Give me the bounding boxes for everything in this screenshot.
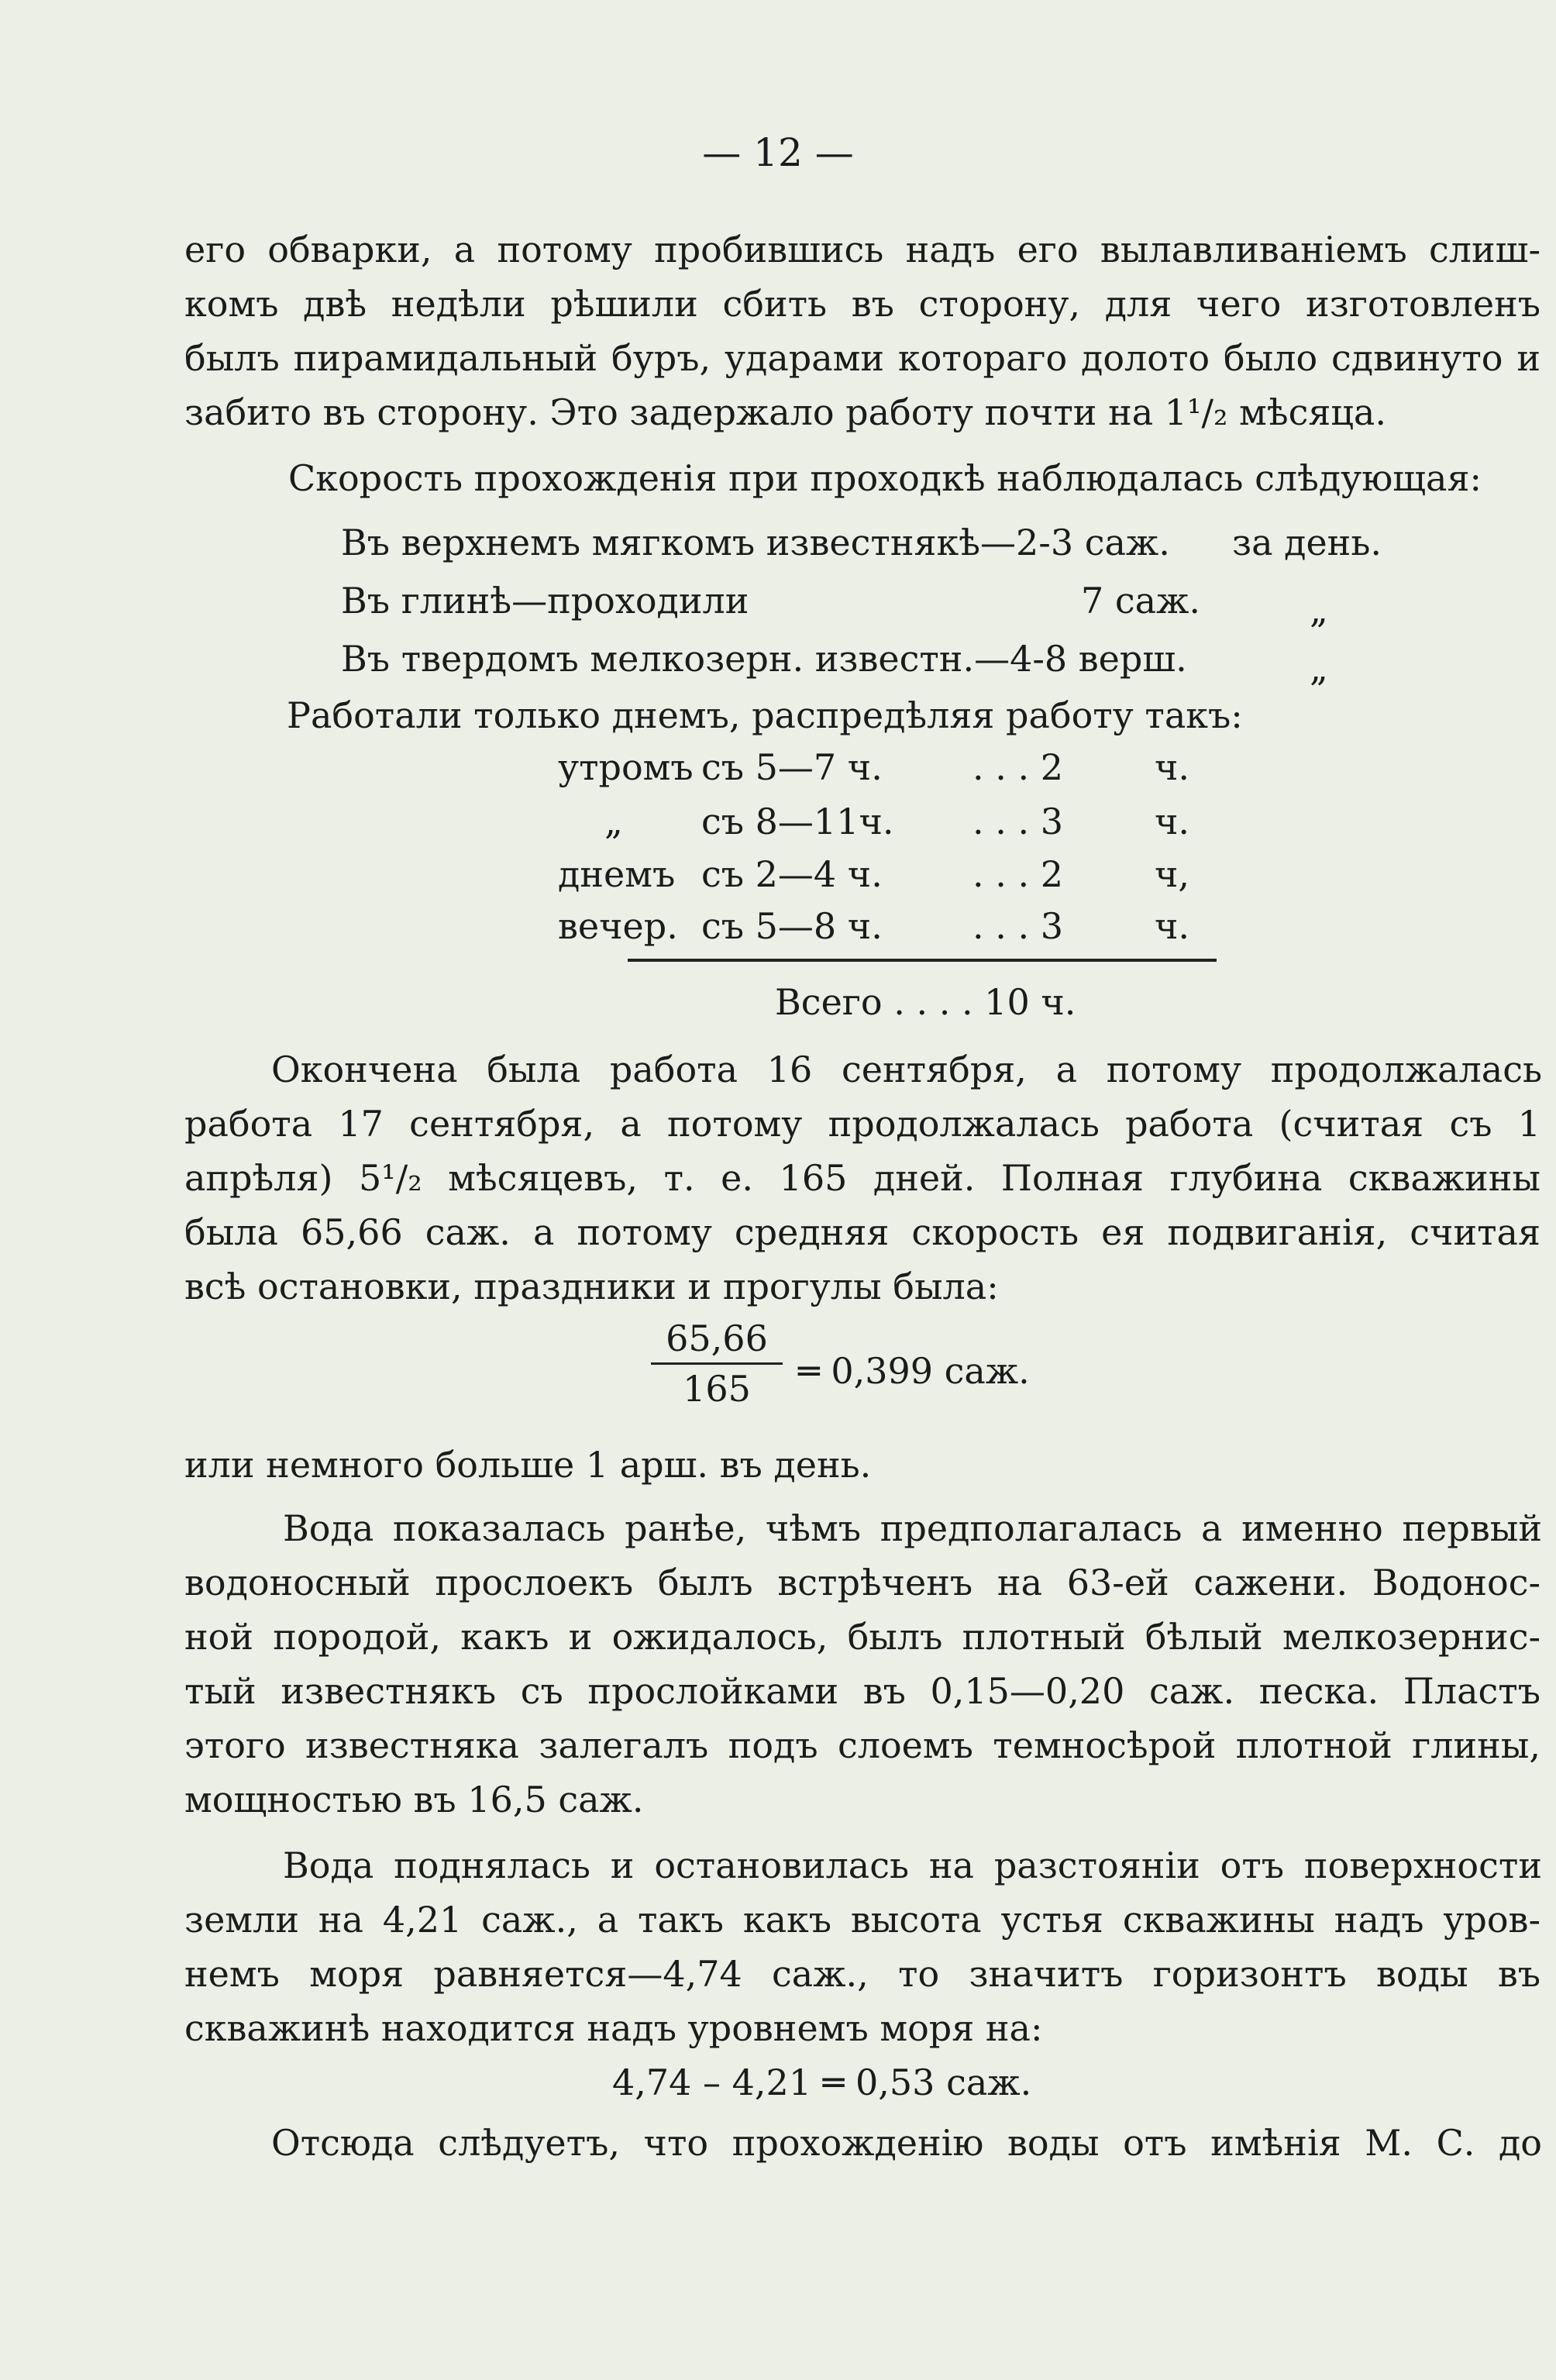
schedule-intro: Работали только днемъ, распредѣляя работу такъ:	[287, 694, 1243, 736]
paragraph-3-line: мощностью въ 16,5 саж.	[184, 1779, 644, 1820]
after-formula-line: или немного больше 1 арш. въ день.	[184, 1444, 872, 1486]
speed-row-layer: Въ твердомъ мелкозерн. известн.—4-8 верш.	[341, 638, 1187, 680]
schedule-when: утромъ	[558, 746, 694, 788]
speed-row-unit: за день.	[1232, 522, 1382, 563]
fraction-numerator: 65,66	[651, 1317, 783, 1365]
paragraph-2-line: апрѣля) 5¹/₂ мѣсяцевъ, т. е. 165 дней. Полная глубина скважины	[184, 1157, 1541, 1199]
schedule-time: съ 8—11ч.	[701, 801, 894, 842]
paragraph-1-line: забито въ сторону. Это задержало работу почти на 1¹/₂ мѣсяца.	[184, 391, 1386, 433]
paragraph-2-line: работа 17 сентября, а потому продолжалась работа (считая съ 1	[184, 1103, 1541, 1145]
speed-row-layer: Въ глинѣ—проходили	[341, 580, 749, 622]
schedule-when: днемъ	[558, 853, 676, 895]
paragraph-3-line: этого известняка залегалъ подъ слоемъ темносѣрой плотной глины,	[184, 1724, 1541, 1766]
paragraph-4-line: немъ моря равняется—4,74 саж., то значитъ горизонтъ воды въ	[184, 1953, 1541, 1995]
speed-row-value: 7 саж.	[1081, 580, 1201, 622]
schedule-when: „	[604, 801, 623, 842]
schedule-unit: ч.	[1155, 801, 1190, 842]
schedule-hours: . . . 3	[972, 801, 1063, 842]
paragraph-3-line: Вода показалась ранѣе, чѣмъ предполагалась а именно первый	[283, 1507, 1542, 1549]
fraction-result: ═ 0,399 саж.	[798, 1350, 1030, 1392]
schedule-total: Всего . . . . 10 ч.	[775, 981, 1076, 1023]
formula-line: 4,74 – 4,21 ═ 0,53 саж.	[612, 2061, 1032, 2103]
schedule-hours: . . . 2	[972, 853, 1063, 895]
speed-row-ditto: „	[1310, 589, 1328, 631]
paragraph-1-line: комъ двѣ недѣли рѣшили сбить въ сторону, для чего изготовленъ	[184, 283, 1541, 325]
paragraph-4-line: земли на 4,21 саж., а такъ какъ высота устья скважины надъ уров-	[184, 1899, 1541, 1941]
paragraph-3-line: тый известнякъ съ прослойками въ 0,15—0,20 саж. песка. Пластъ	[184, 1670, 1541, 1712]
schedule-when: вечер.	[558, 905, 678, 947]
schedule-hours: . . . 2	[972, 746, 1063, 788]
speed-row-ditto: „	[1310, 647, 1328, 689]
schedule-unit: ч,	[1155, 853, 1190, 895]
last-line: Отсюда слѣдуетъ, что прохожденію воды отъ имѣнія М. С. до	[271, 2122, 1542, 2164]
paragraph-1-line: былъ пирамидальный буръ, ударами котораго долото было сдвинуто и	[184, 337, 1541, 379]
paragraph-3-line: водоносный прослоекъ былъ встрѣченъ на 63-ей сажени. Водонос-	[184, 1562, 1541, 1603]
speed-intro: Скорость прохожденія при проходкѣ наблюдалась слѣдующая:	[288, 457, 1482, 499]
paragraph-2-line: всѣ остановки, праздники и прогулы была:	[184, 1266, 999, 1307]
paragraph-1-line: его обварки, а потому пробившись надъ его вылавливаніемъ слиш-	[184, 229, 1541, 270]
paragraph-2-line: Окончена была работа 16 сентября, а потому продолжалась	[271, 1049, 1542, 1090]
paragraph-3-line: ной породой, какъ и ожидалось, былъ плотный бѣлый мелкозернис-	[184, 1616, 1541, 1658]
schedule-unit: ч.	[1155, 746, 1190, 788]
schedule-time: съ 5—7 ч.	[701, 746, 883, 788]
page-number: — 12 —	[702, 130, 854, 175]
paragraph-4-line: Вода поднялась и остановилась на разстояніи отъ поверхности	[283, 1844, 1542, 1886]
speed-row-layer: Въ верхнемъ мягкомъ известнякѣ—2-3 саж.	[341, 522, 1170, 563]
schedule-hours: . . . 3	[972, 905, 1063, 947]
schedule-time: съ 5—8 ч.	[701, 905, 883, 947]
schedule-time: съ 2—4 ч.	[701, 853, 883, 895]
fraction-denominator: 165	[683, 1368, 751, 1410]
fraction	[651, 1317, 783, 1410]
paragraph-4-line: скважинѣ находится надъ уровнемъ моря на:	[184, 2007, 1043, 2049]
paragraph-2-line: была 65,66 саж. а потому средняя скорость ея подвиганія, считая	[184, 1211, 1541, 1253]
schedule-unit: ч.	[1155, 905, 1190, 947]
sum-rule	[628, 959, 1217, 962]
